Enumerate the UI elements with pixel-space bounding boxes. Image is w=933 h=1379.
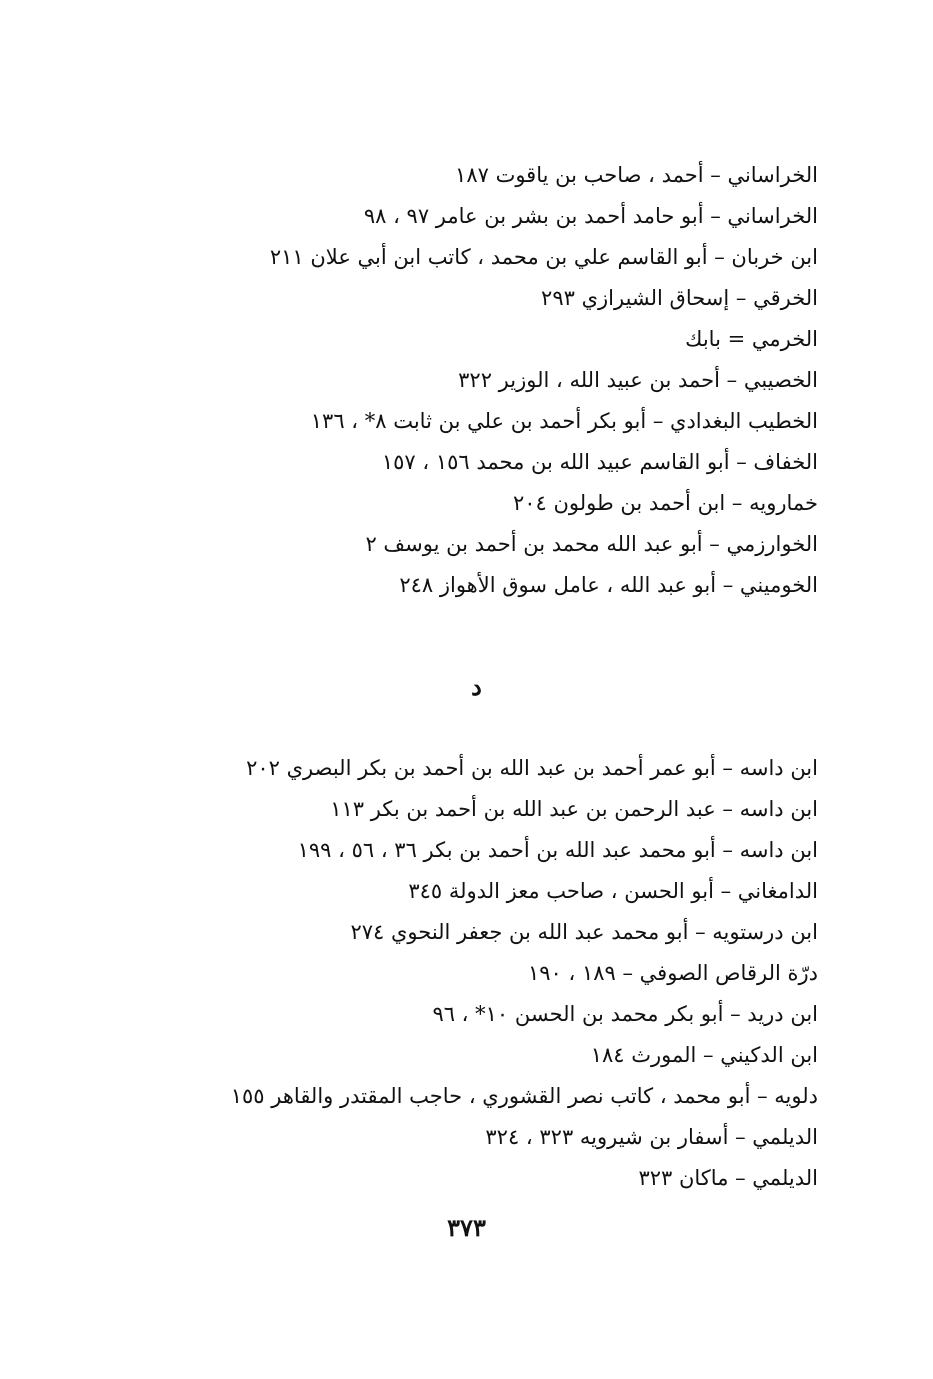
index-entry: ابن دريد – أبو بكر محمد بن الحسن ١٠* ، ٩٦ <box>432 1002 818 1026</box>
index-entry: ابن داسه – عبد الرحمن بن عبد الله بن أحمد بن بكر ١١٣ <box>330 797 818 821</box>
index-entry: الخرقي – إسحاق الشيرازي ٢٩٣ <box>541 286 818 310</box>
index-section-dal <box>218 748 818 1199</box>
index-entry: الديلمي – أسفار بن شيرويه ٣٢٣ ، ٣٢٤ <box>485 1125 818 1149</box>
index-entry: الخوارزمي – أبو عبد الله محمد بن أحمد بن يوسف ٢ <box>365 532 818 556</box>
index-entry: الخرمي = بابك <box>685 327 818 351</box>
index-entry: الخراساني – أبو حامد أحمد بن بشر بن عامر ٩٧ ، ٩٨ <box>363 204 818 228</box>
index-entry: درّة الرقاص الصوفي – ١٨٩ ، ١٩٠ <box>527 961 818 985</box>
index-entry: ابن الدكيني – المورث ١٨٤ <box>590 1043 818 1067</box>
index-section-kha <box>218 155 818 606</box>
index-entry: دلويه – أبو محمد ، كاتب نصر القشوري ، حاجب المقتدر والقاهر ١٥٥ <box>230 1084 818 1108</box>
index-entry: خمارويه – ابن أحمد بن طولون ٢٠٤ <box>512 491 818 515</box>
index-entry: الدامغاني – أبو الحسن ، صاحب معز الدولة ٣٤٥ <box>408 879 818 903</box>
section-letter-heading: د <box>471 672 482 701</box>
index-entry: الخفاف – أبو القاسم عبيد الله بن محمد ١٥٦ ، ١٥٧ <box>381 450 818 474</box>
index-entry: الخوميني – أبو عبد الله ، عامل سوق الأهواز ٢٤٨ <box>399 573 818 597</box>
index-entry: الخطيب البغدادي – أبو بكر أحمد بن علي بن ثابت ٨* ، ١٣٦ <box>310 409 818 433</box>
page-number: ٣٧٣ <box>447 1213 486 1242</box>
index-entry: الخراساني – أحمد ، صاحب بن ياقوت ١٨٧ <box>455 163 818 187</box>
index-entry: الديلمي – ماكان ٣٢٣ <box>638 1166 818 1190</box>
index-entry: ابن داسه – أبو محمد عبد الله بن أحمد بن بكر ٣٦ ، ٥٦ ، ١٩٩ <box>297 838 818 862</box>
index-entry: ابن درستويه – أبو محمد عبد الله بن جعفر النحوي ٢٧٤ <box>350 920 818 944</box>
index-entry: ابن داسه – أبو عمر أحمد بن عبد الله بن أحمد بن بكر البصري ٢٠٢ <box>246 756 818 780</box>
index-entry: ابن خربان – أبو القاسم علي بن محمد ، كاتب ابن أبي علان ٢١١ <box>269 245 818 269</box>
index-entry: الخصيبي – أحمد بن عبيد الله ، الوزير ٣٢٢ <box>458 368 818 392</box>
